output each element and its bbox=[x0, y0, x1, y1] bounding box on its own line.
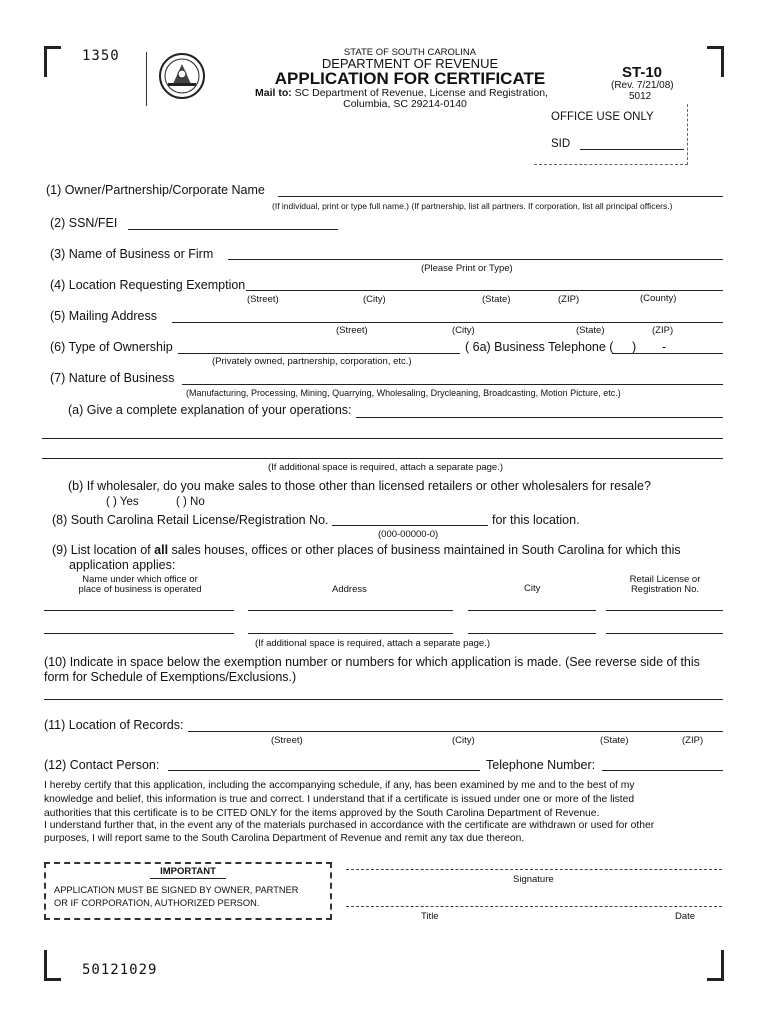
location-row-2-license[interactable] bbox=[606, 633, 723, 634]
location-row-1-city[interactable] bbox=[468, 610, 596, 611]
locations-col-license-line2: Registration No. bbox=[630, 584, 700, 595]
contact-phone-field[interactable] bbox=[602, 770, 723, 771]
location-row-1-license[interactable] bbox=[606, 610, 723, 611]
sid-label: SID bbox=[551, 138, 571, 150]
business-name-note: (Please Print or Type) bbox=[421, 263, 513, 274]
exemption-label-line2: form for Schedule of Exemptions/Exclusions.) bbox=[44, 670, 297, 684]
nature-of-business-note: (Manufacturing, Processing, Mining, Quarrying, Wholesaling, Drycleaning, Broadcasting, Motion Picture, etc.) bbox=[186, 388, 621, 398]
retail-license-format: (000-00000-0) bbox=[378, 529, 439, 540]
crop-mark-top-right bbox=[707, 46, 724, 77]
mailing-zip-hint: (ZIP) bbox=[652, 325, 674, 336]
contact-phone-label: Telephone Number: bbox=[486, 758, 596, 772]
state-seal-icon bbox=[158, 52, 206, 105]
records-location-label: (11) Location of Records: bbox=[44, 718, 184, 732]
business-name-label: (3) Name of Business or Firm bbox=[50, 247, 214, 261]
important-heading-rule bbox=[150, 878, 226, 879]
ownership-type-note: (Privately owned, partnership, corporation, etc.) bbox=[212, 356, 412, 367]
business-telephone-label: ( 6a) Business Telephone ( bbox=[465, 340, 614, 354]
operations-explanation-field[interactable] bbox=[356, 417, 723, 418]
title-date-field[interactable] bbox=[346, 906, 722, 907]
location-row-1-address[interactable] bbox=[248, 610, 453, 611]
ownership-type-field[interactable] bbox=[178, 353, 460, 354]
telephone-dash: - bbox=[662, 340, 667, 354]
business-telephone-field[interactable] bbox=[612, 353, 723, 354]
locations-col-name-line1: Name under which office or bbox=[82, 574, 198, 585]
business-name-field[interactable] bbox=[228, 259, 723, 260]
location-county-hint: (County) bbox=[640, 293, 677, 304]
business-locations-label-post: sales houses, offices or other places of business maintained in South Carolina for which this bbox=[168, 543, 681, 557]
certification-line-4: I understand further that, in the event any of the materials purchased in accordance with the certificate are withdrawn or used for other bbox=[44, 820, 655, 831]
location-field[interactable] bbox=[246, 290, 723, 291]
nature-of-business-field[interactable] bbox=[182, 384, 723, 385]
wholesaler-yes-option[interactable]: ( ) Yes bbox=[106, 496, 139, 508]
records-street-hint: (Street) bbox=[271, 735, 303, 746]
mailing-street-hint: (Street) bbox=[336, 325, 368, 336]
locations-note: (If additional space is required, attach a separate page.) bbox=[255, 638, 491, 649]
ssn-label: (2) SSN/FEI bbox=[50, 216, 118, 230]
contact-person-field[interactable] bbox=[168, 770, 480, 771]
locations-col-license-line1: Retail License or bbox=[629, 574, 701, 585]
owner-name-note: (If individual, print or type full name.) (If partnership, list all partners. If corporation, list all principal officers.) bbox=[272, 201, 673, 211]
date-label: Date bbox=[675, 911, 696, 922]
important-line-2: OR IF CORPORATION, AUTHORIZED PERSON. bbox=[54, 898, 260, 908]
mail-to-address: SC Department of Revenue, License and Registration, bbox=[294, 87, 548, 99]
exemption-label-line1: (10) Indicate in space below the exemption number or numbers for which application is made. (See reverse side of this bbox=[44, 655, 700, 669]
records-state-hint: (State) bbox=[600, 735, 629, 746]
telephone-area-close: ) bbox=[632, 340, 637, 354]
mail-to-city: Columbia, SC 29214-0140 bbox=[343, 98, 467, 110]
mailing-city-hint: (City) bbox=[452, 325, 475, 336]
mail-to-label: Mail to: bbox=[255, 87, 292, 99]
exemption-numbers-field[interactable] bbox=[44, 699, 723, 700]
business-locations-label-pre: (9) List location of bbox=[52, 543, 155, 557]
form-revision: (Rev. 7/21/08) bbox=[611, 80, 674, 91]
location-row-1-name[interactable] bbox=[44, 610, 234, 611]
operations-explanation-line-3[interactable] bbox=[42, 458, 723, 459]
page-title: APPLICATION FOR CERTIFICATE bbox=[274, 69, 546, 88]
operations-note: (If additional space is required, attach a separate page.) bbox=[268, 462, 504, 473]
records-zip-hint: (ZIP) bbox=[682, 735, 704, 746]
ssn-field[interactable] bbox=[128, 229, 338, 230]
form-code-top: 1350 bbox=[82, 48, 120, 64]
owner-name-label: (1) Owner/Partnership/Corporate Name bbox=[46, 183, 265, 197]
signature-field[interactable] bbox=[346, 869, 722, 870]
header-divider bbox=[146, 52, 147, 106]
operations-explanation-line-2[interactable] bbox=[42, 438, 723, 439]
certification-line-5: purposes, I will report same to the South Carolina Department of Revenue and remit any tax due thereon. bbox=[44, 833, 525, 844]
location-state-hint: (State) bbox=[482, 294, 511, 305]
crop-mark-bottom-right bbox=[707, 950, 724, 981]
location-city-hint: (City) bbox=[363, 294, 386, 305]
mailing-address-field[interactable] bbox=[172, 322, 723, 323]
operations-explanation-label: (a) Give a complete explanation of your operations: bbox=[68, 403, 352, 417]
crop-mark-bottom-left bbox=[44, 950, 61, 981]
mailing-state-hint: (State) bbox=[576, 325, 605, 336]
title-label: Title bbox=[421, 911, 439, 922]
location-zip-hint: (ZIP) bbox=[558, 294, 580, 305]
records-location-field[interactable] bbox=[188, 731, 723, 732]
form-number: 5012 bbox=[629, 91, 652, 102]
locations-col-address: Address bbox=[332, 584, 367, 595]
business-locations-label-line2: application applies: bbox=[69, 558, 176, 572]
location-street-hint: (Street) bbox=[247, 294, 279, 305]
form-id: ST-10 bbox=[622, 64, 663, 81]
certification-line-3: authorities that this certificate is to be CITED ONLY for the items approved by the South Carolina Department of Revenue. bbox=[44, 808, 600, 819]
certification-line-2: knowledge and belief, this information is true and correct. I understand that if a certificate is issued under one or more of the listed bbox=[44, 794, 635, 805]
contact-person-label: (12) Contact Person: bbox=[44, 758, 160, 772]
location-row-2-city[interactable] bbox=[468, 633, 596, 634]
certification-line-1: I hereby certify that this application, including the accompanying schedule, if any, has been examined by me and to the best of my bbox=[44, 780, 635, 791]
retail-license-field[interactable] bbox=[332, 525, 488, 526]
location-row-2-address[interactable] bbox=[248, 633, 453, 634]
wholesaler-no-option[interactable]: ( ) No bbox=[176, 496, 205, 508]
business-locations-label bbox=[52, 543, 681, 557]
locations-col-name-line2: place of business is operated bbox=[78, 584, 202, 595]
office-use-label: OFFICE USE ONLY bbox=[551, 111, 654, 123]
header-state: STATE OF SOUTH CAROLINA bbox=[343, 47, 477, 58]
location-label: (4) Location Requesting Exemption bbox=[50, 278, 246, 292]
important-heading: IMPORTANT bbox=[160, 866, 216, 877]
locations-col-city: City bbox=[524, 583, 541, 594]
retail-license-label: (8) South Carolina Retail License/Registration No. bbox=[52, 513, 329, 527]
location-row-2-name[interactable] bbox=[44, 633, 234, 634]
records-city-hint: (City) bbox=[452, 735, 475, 746]
wholesaler-question: (b) If wholesaler, do you make sales to those other than licensed retailers or other wholesalers for resale? bbox=[68, 479, 651, 493]
signature-label: Signature bbox=[513, 874, 554, 885]
retail-license-suffix: for this location. bbox=[492, 513, 580, 527]
ownership-type-label: (6) Type of Ownership bbox=[50, 340, 173, 354]
owner-name-field[interactable] bbox=[278, 196, 723, 197]
nature-of-business-label: (7) Nature of Business bbox=[50, 371, 175, 385]
important-line-1: APPLICATION MUST BE SIGNED BY OWNER, PARTNER bbox=[54, 885, 299, 895]
mailing-address-label: (5) Mailing Address bbox=[50, 309, 157, 323]
header-department: DEPARTMENT OF REVENUE bbox=[321, 56, 499, 71]
crop-mark-top-left bbox=[44, 46, 61, 77]
business-locations-label-bold: all bbox=[154, 543, 169, 557]
sid-field[interactable] bbox=[580, 149, 684, 150]
form-code-bottom: 50121029 bbox=[82, 962, 158, 978]
